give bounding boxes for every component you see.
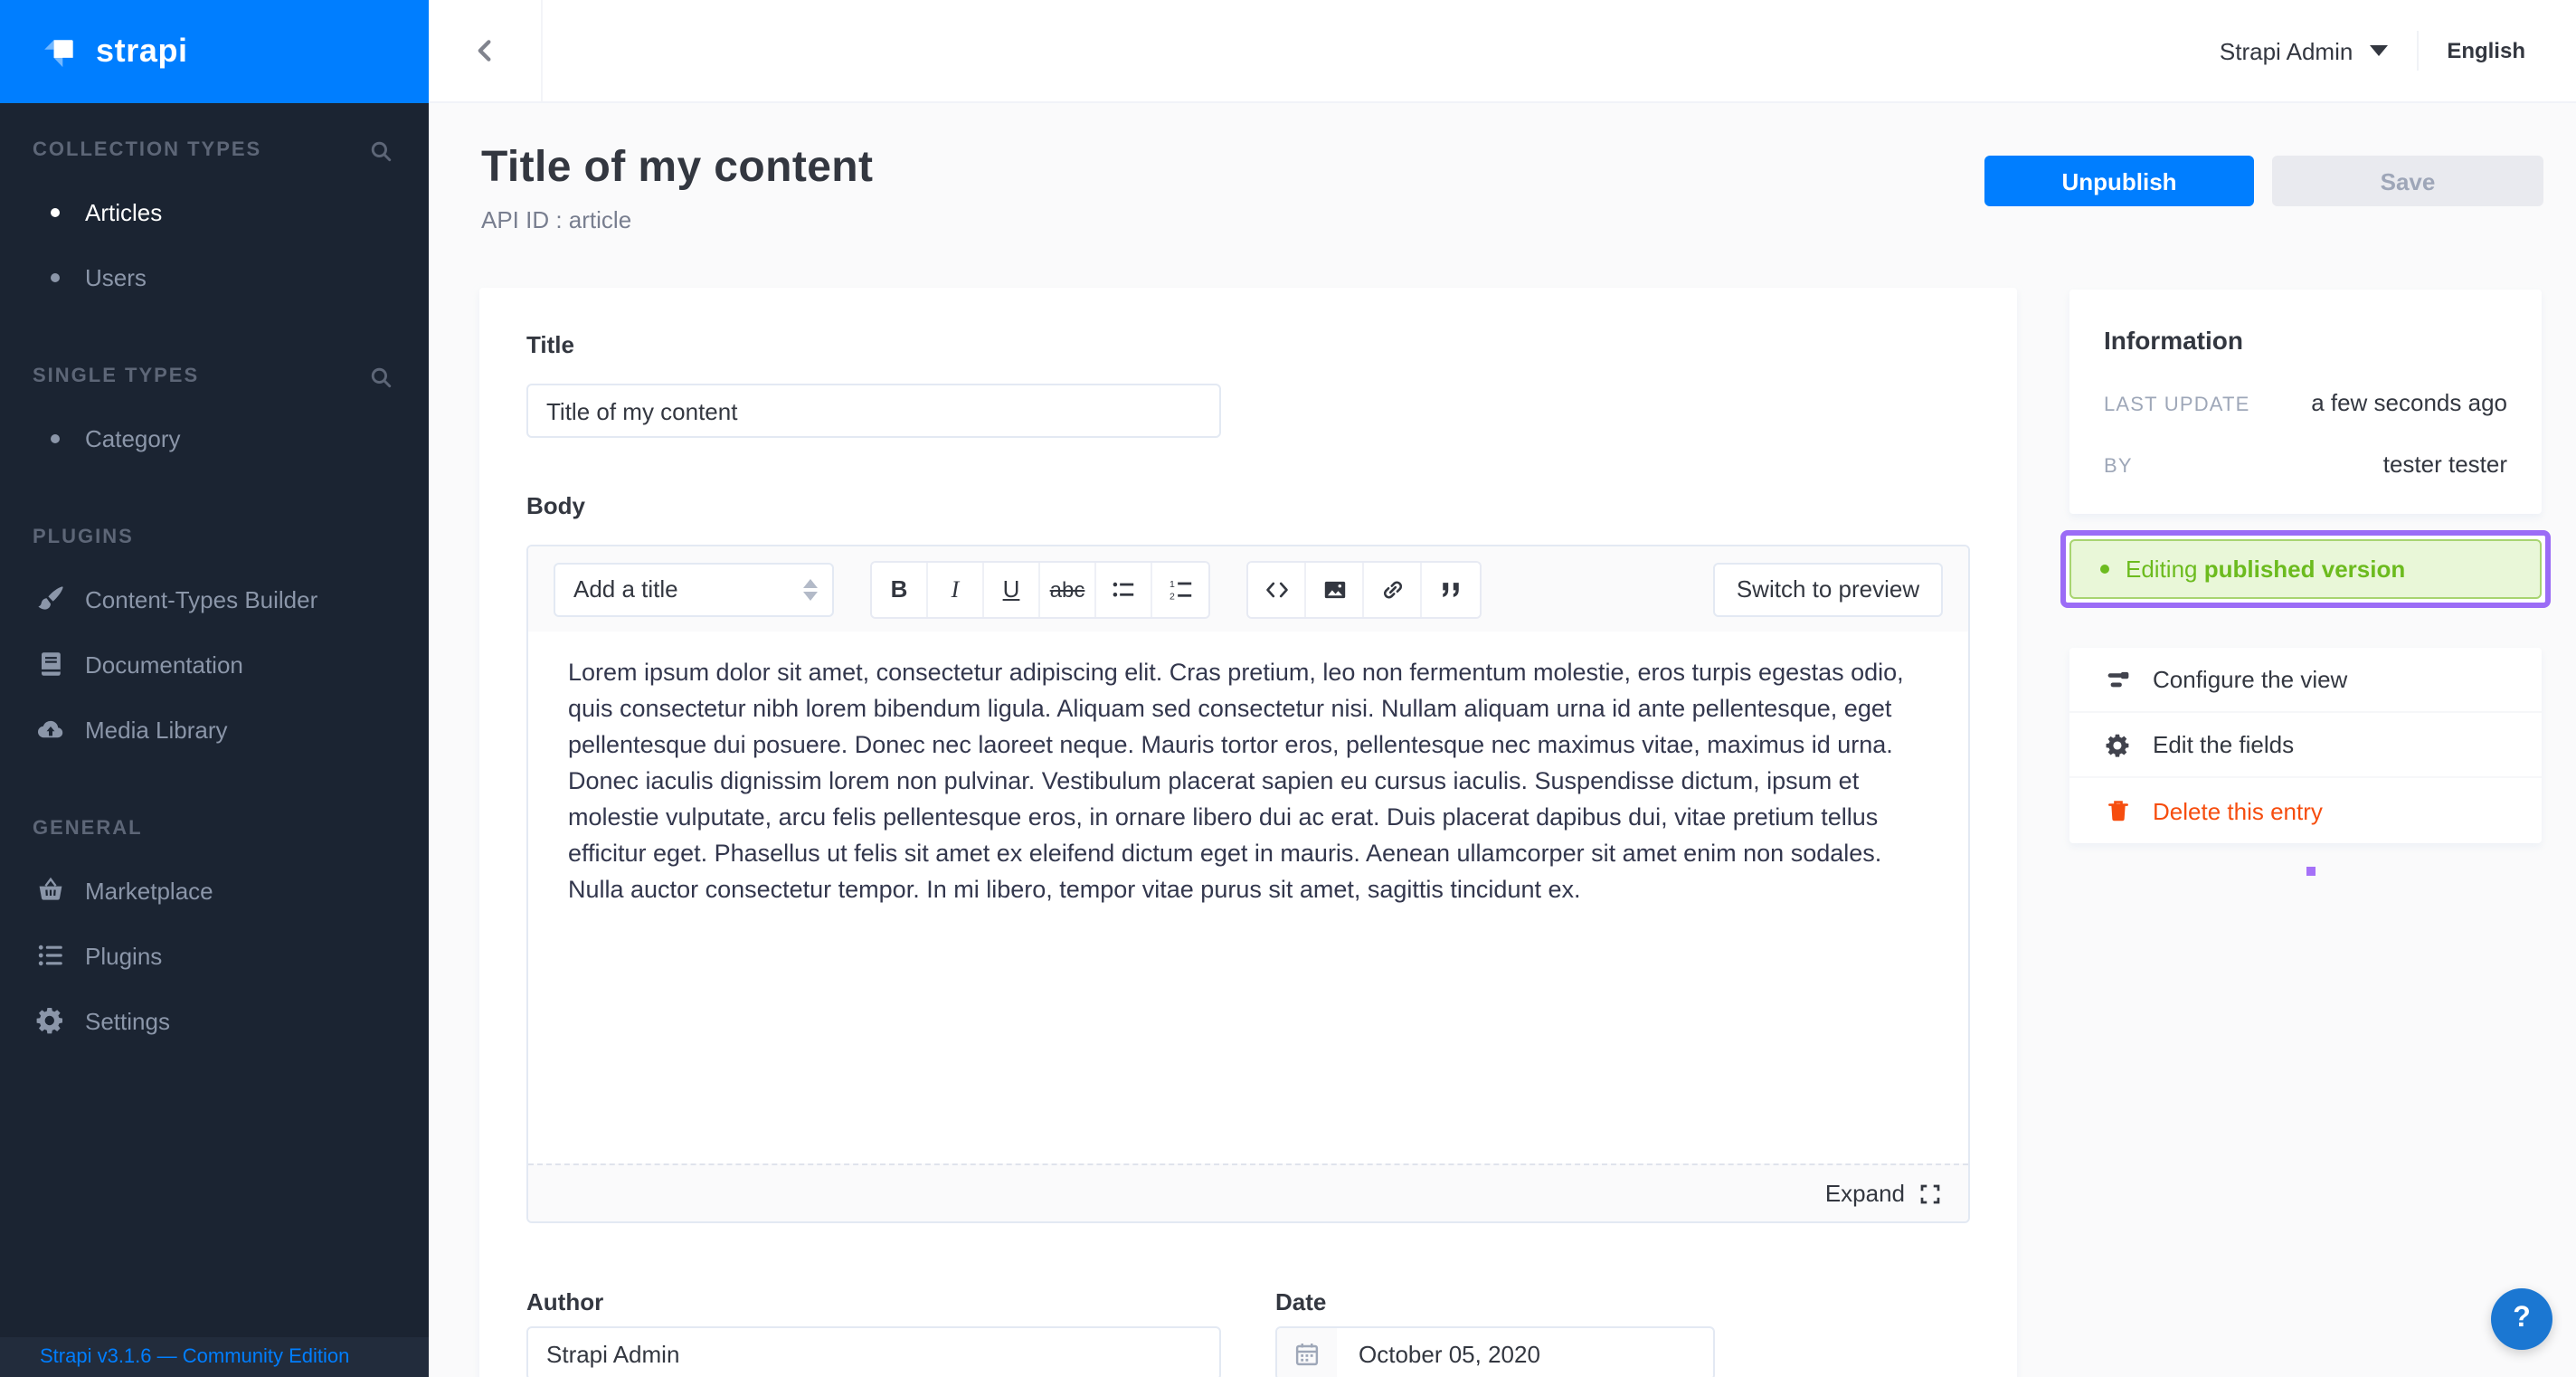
svg-text:1: 1 [1169,578,1174,590]
sidebar-item-label: Articles [85,198,163,225]
code-button[interactable] [1248,562,1306,616]
topbar [429,0,2576,103]
date-input[interactable] [1275,1326,1715,1377]
configure-view-label: Configure the view [2153,666,2348,693]
sidebar-item-documentation[interactable] [0,632,429,697]
page-title: Title of my content [481,143,874,192]
calendar-icon [1277,1328,1337,1377]
sidebar-item-label: Category [85,424,181,451]
select-spinner-icon [789,578,832,600]
date-value: October 05, 2020 [1359,1340,1540,1367]
configure-view-link[interactable] [2069,648,2542,713]
fullscreen-icon [1919,1182,1941,1204]
language-selector[interactable]: English [2447,38,2525,63]
unpublish-button[interactable]: Unpublish [1984,156,2254,206]
strikethrough-button[interactable]: abc [1040,562,1096,616]
sidebar-item-users[interactable] [0,244,429,309]
link-icon [1379,576,1405,602]
section-collection-types [0,136,429,309]
delete-entry-label: Delete this entry [2153,797,2323,824]
sidebar-item-marketplace[interactable] [0,858,429,923]
sidebar [0,0,429,1377]
entry-actions-card [2069,648,2542,843]
editor-toolbar [528,546,1968,632]
annotation-cursor-dot [2306,867,2316,876]
sidebar-item-label: Settings [85,1007,170,1034]
date-field-label: Date [1275,1288,1327,1315]
shopping-basket-icon [36,876,65,905]
svg-text:2: 2 [1169,590,1174,602]
information-title: Information [2104,326,2243,355]
brand-name: strapi [96,33,188,69]
section-plugins [0,523,429,762]
section-single-types [0,362,429,470]
book-icon [36,650,65,679]
title-field-label: Title [526,331,574,358]
heading-select[interactable] [554,562,834,616]
underline-button[interactable]: U [984,562,1040,616]
title-input[interactable] [526,384,1221,438]
search-icon[interactable] [369,138,393,162]
code-icon [1264,576,1289,602]
image-icon [1321,576,1347,602]
sliders-icon [2106,667,2131,692]
insert-button-group [1246,560,1482,618]
save-button[interactable]: Save [2272,156,2543,206]
editing-published-version-badge [2069,539,2542,599]
main-area [429,0,2576,1377]
author-input[interactable] [526,1326,1221,1377]
back-button[interactable] [429,0,543,101]
paint-brush-icon [36,584,65,613]
switch-to-preview-button[interactable]: Switch to preview [1713,562,1943,616]
sidebar-item-label: Users [85,263,147,290]
unordered-list-button[interactable] [1096,562,1152,616]
quote-icon [1438,576,1463,602]
section-title: SINGLE TYPES [33,366,200,387]
body-field-label: Body [526,492,585,519]
sidebar-nav [0,103,429,1053]
list-icon [36,941,65,970]
trash-icon [2106,798,2131,823]
user-menu-label: Strapi Admin [2219,37,2353,64]
insert-image-button[interactable] [1306,562,1364,616]
strapi-logo-icon [40,32,80,71]
chevron-left-icon [472,38,497,63]
heading-select-value: Add a title [573,575,678,603]
sidebar-item-label: Plugins [85,942,163,969]
numbered-list-icon [1168,576,1193,602]
last-update-label: LAST UPDATE [2104,394,2250,416]
italic-button[interactable]: I [928,562,984,616]
bullet-list-icon [1111,576,1136,602]
bullet-icon [51,272,60,281]
chevron-down-icon [2369,45,2387,56]
topbar-divider [2416,31,2418,71]
highlight-outline [2060,530,2551,608]
edit-fields-label: Edit the fields [2153,731,2295,758]
expand-label: Expand [1824,1180,1905,1207]
by-row [2104,451,2507,478]
blockquote-button[interactable] [1422,562,1480,616]
cloud-upload-icon [36,715,65,744]
gear-icon [36,1006,65,1035]
sidebar-item-label: Marketplace [85,877,213,904]
content-area [429,103,2576,1377]
ordered-list-button[interactable] [1152,562,1208,616]
status-dot-icon [2100,565,2109,574]
author-field-label: Author [526,1288,604,1315]
section-general [0,814,429,1053]
format-button-group [870,560,1210,618]
bullet-icon [51,207,60,216]
section-title: PLUGINS [33,527,134,548]
edit-fields-link[interactable] [2069,713,2542,778]
edit-form-card [479,288,2017,1377]
bold-button[interactable]: B [872,562,928,616]
sidebar-version-link[interactable]: Strapi v3.1.6 — Community Edition [0,1337,429,1377]
expand-editor-button[interactable] [528,1163,1968,1221]
body-editor-content[interactable]: Lorem ipsum dolor sit amet, consectetur adipiscing elit. Cras pretium, leo non fermentum molestie, eros turpis egestas odio, quis consectetur nibh lorem bibendum ligula. Aliquam sed consectetur nisi. Nullam aliquam urna id ante pellentesque, eget pellentesque dui posuere. Donec nec laoreet neque. Mauris tortor eros, pellentesque nec maximus vitae, maximus id urna. Donec iaculis dignissim lorem non pulvinar. Vestibulum placerat sapien eu cursus iaculis. Suspendisse dictum, ipsum et molestie vulputate, arcu felis pellentesque eros, in ornare libero dui ac erat. Duis placerat dapibus dui, vitae pretium tellus efficitur eget. Phasellus ut felis sit amet ex eleifend dictum eget in mauris. Aenean ullamcorper sit amet enim non sodales. Nulla auctor consectetur tempor. In mi libero, tempor vitae purus sit amet, sagittis tincidunt ex. [528,632,1968,1163]
gear-icon [2106,732,2131,757]
rich-text-editor [526,545,1970,1223]
insert-link-button[interactable] [1364,562,1422,616]
sidebar-item-category[interactable] [0,405,429,470]
search-icon[interactable] [369,365,393,388]
api-id-subtitle: API ID : article [481,206,632,233]
by-label: BY [2104,456,2133,478]
sidebar-item-label: Media Library [85,716,228,743]
sidebar-item-media-library[interactable] [0,697,429,762]
status-text: Editing published version [2126,556,2406,583]
by-value: tester tester [2382,451,2507,478]
section-title: GENERAL [33,818,143,840]
sidebar-item-settings[interactable] [0,988,429,1053]
last-update-value: a few seconds ago [2311,389,2507,416]
section-title: COLLECTION TYPES [33,139,262,161]
strapi-logo[interactable] [0,0,429,103]
sidebar-item-plugins[interactable] [0,923,429,988]
information-panel [2069,290,2542,514]
user-menu[interactable] [2220,37,2387,64]
help-button[interactable]: ? [2491,1288,2552,1350]
sidebar-item-label: Content-Types Builder [85,585,318,613]
sidebar-item-articles[interactable] [0,179,429,244]
bullet-icon [51,433,60,442]
last-update-row [2104,389,2507,416]
sidebar-item-label: Documentation [85,651,243,678]
delete-entry-link[interactable] [2069,778,2542,843]
sidebar-item-content-types-builder[interactable] [0,566,429,632]
